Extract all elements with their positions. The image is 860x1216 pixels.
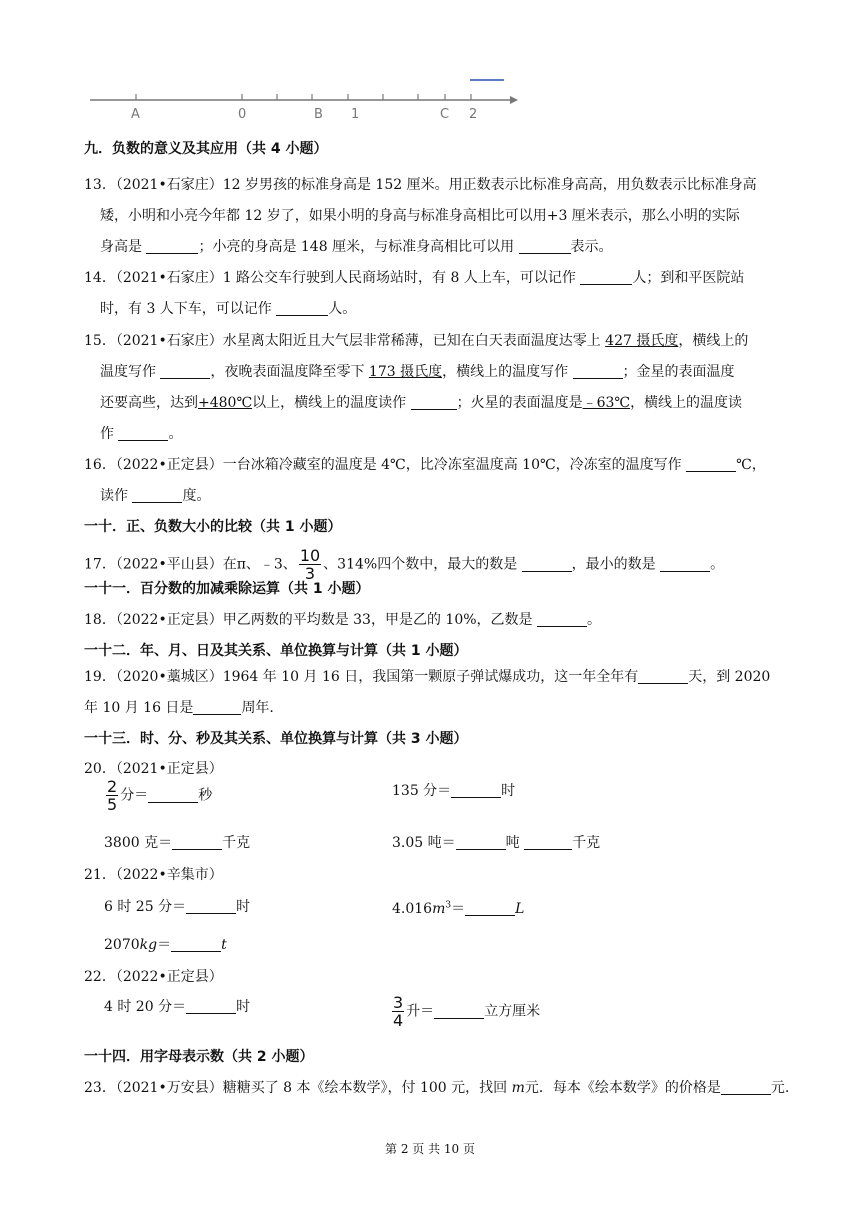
answer-blank[interactable]: [148, 788, 198, 803]
question-20-b: 135 分＝ 时: [392, 783, 516, 799]
section-title: 九．负数的意义及其应用（共 4 小题）: [84, 141, 328, 157]
answer-blank[interactable]: [580, 270, 632, 285]
question-22-b: $\frac{3}{4}$ 升＝ 立方厘米: [393, 993, 541, 1030]
answer-blank[interactable]: [456, 835, 506, 850]
numberline-label: 2: [469, 107, 478, 122]
question-16-line: 16．（2022•正定县）一台冰箱冷藏室的温度是 4℃，比冷冻室温度高 10℃，冷冻室的温度写作 ℃，: [84, 457, 766, 473]
section-title: 一十四．用字母表示数（共 2 小题）: [84, 1049, 314, 1065]
answer-blank[interactable]: [465, 901, 515, 916]
question-23-line: 23．（2021•万安县）糖糖买了 8 本《绘本数学》，付 100 元，找回 m元．每本《绘本数学》的价格是 元.: [84, 1080, 790, 1096]
question-20-d: 3.05 吨＝ 吨 千克: [392, 835, 601, 851]
numberline-label: 0: [238, 107, 247, 122]
page-footer: 第 2 页 共 10 页: [385, 1142, 475, 1156]
answer-blank[interactable]: [524, 835, 572, 850]
answer-blank[interactable]: [118, 426, 168, 441]
fraction: $\frac{2}{5}$: [107, 777, 118, 814]
answer-blank[interactable]: [573, 364, 623, 379]
question-13-line: 矮，小明和小亮今年都 12 岁了，如果小明的身高与标准身高相比可以用+3 厘米表示，那么小明的实际: [100, 208, 740, 224]
fraction: $\frac{3}{4}$: [393, 993, 404, 1030]
answer-blank[interactable]: [451, 783, 501, 798]
question-15-line: 15．（2021•石家庄）水星离太阳近且大气层非常稀薄，已知在白天表面温度达零上 427 摄氏度，横线上的: [84, 333, 749, 349]
answer-blank[interactable]: [146, 239, 198, 254]
question-18-line: 18．（2022•正定县）甲乙两数的平均数是 33，甲是乙的 10%，乙数是 。: [84, 612, 601, 628]
answer-blank[interactable]: [411, 395, 457, 410]
question-15-line: 温度写作 ，夜晚表面温度降至零下 173 摄氏度，横线上的温度写作 ；金星的表面温度: [100, 364, 735, 380]
answer-blank[interactable]: [171, 937, 221, 952]
question-21-head: 21．（2022•辛集市）: [84, 867, 223, 883]
answer-blank[interactable]: [186, 999, 236, 1014]
question-21-c: 2070kg＝ t: [104, 937, 227, 953]
answer-blank[interactable]: [276, 301, 328, 316]
section-title: 一十三．时、分、秒及其关系、单位换算与计算（共 3 小题）: [84, 731, 468, 747]
question-13-line: 身高是 ；小亮的身高是 148 厘米，与标准身高相比可以用 表示。: [100, 239, 613, 255]
question-22-head: 22．（2022•正定县）: [84, 969, 223, 985]
numberline-label: 1: [351, 107, 360, 122]
section-title: 一十二．年、月、日及其关系、单位换算与计算（共 1 小题）: [84, 643, 468, 659]
answer-blank[interactable]: [160, 364, 210, 379]
question-15-line: 还要高些，达到+480℃以上，横线上的温度读作 ；火星的表面温度是﹣63℃，横线上的温度读: [100, 395, 743, 411]
question-20-head: 20．（2021•正定县）: [84, 761, 223, 777]
answer-blank[interactable]: [537, 612, 587, 627]
answer-blank[interactable]: [522, 557, 572, 572]
question-13-line: 13．（2021•石家庄）12 岁男孩的标准身高是 152 厘米。用正数表示比标准身高高，用负数表示比标准身高: [84, 177, 757, 193]
numberline-label: B: [314, 107, 323, 122]
question-20-c: 3800 克＝ 千克: [104, 835, 251, 851]
question-14-line: 时，有 3 人下车，可以记作 人。: [100, 301, 357, 317]
question-17-line: 17．（2022•平山县）在π、﹣3、 $\frac{10}{3}$ 、314%四个数中，最大的数是 ，最小的数是 。: [84, 546, 725, 583]
question-15-line: 作 。: [100, 426, 183, 442]
answer-blank[interactable]: [686, 457, 736, 472]
number-line: [88, 76, 518, 124]
answer-blank[interactable]: [186, 899, 236, 914]
section-title: 一十．正、负数大小的比较（共 1 小题）: [84, 519, 342, 535]
answer-blank[interactable]: [132, 488, 182, 503]
question-19-line: 19．（2020•藁城区）1964 年 10 月 16 日，我国第一颗原子弹试爆成功，这一年全年有 天，到 2020: [84, 669, 771, 685]
answer-blank[interactable]: [193, 700, 241, 715]
question-19-line: 年 10 月 16 日是 周年.: [84, 700, 274, 716]
answer-blank[interactable]: [638, 669, 688, 684]
section-title: 一十一．百分数的加减乘除运算（共 1 小题）: [84, 581, 370, 597]
question-21-a: 6 时 25 分＝ 时: [104, 899, 251, 915]
answer-blank[interactable]: [660, 557, 710, 572]
question-21-b: $4.016m^3= L$: [392, 900, 525, 917]
answer-blank[interactable]: [721, 1080, 771, 1095]
question-20-a: $\frac{2}{5}$ 分＝ 秒: [107, 777, 213, 814]
question-14-line: 14．（2021•石家庄）1 路公交车行驶到人民商场站时，有 8 人上车，可以记作 人；到和平医院站: [84, 270, 745, 286]
question-22-a: 4 时 20 分＝ 时: [104, 999, 251, 1015]
numberline-label: A: [131, 107, 140, 122]
answer-blank[interactable]: [172, 835, 222, 850]
numberline-label: C: [440, 107, 450, 122]
answer-blank[interactable]: [434, 1004, 484, 1019]
question-16-line: 读作 度。: [100, 488, 211, 504]
answer-blank[interactable]: [519, 239, 571, 254]
fraction: $\frac{10}{3}$: [299, 546, 321, 583]
